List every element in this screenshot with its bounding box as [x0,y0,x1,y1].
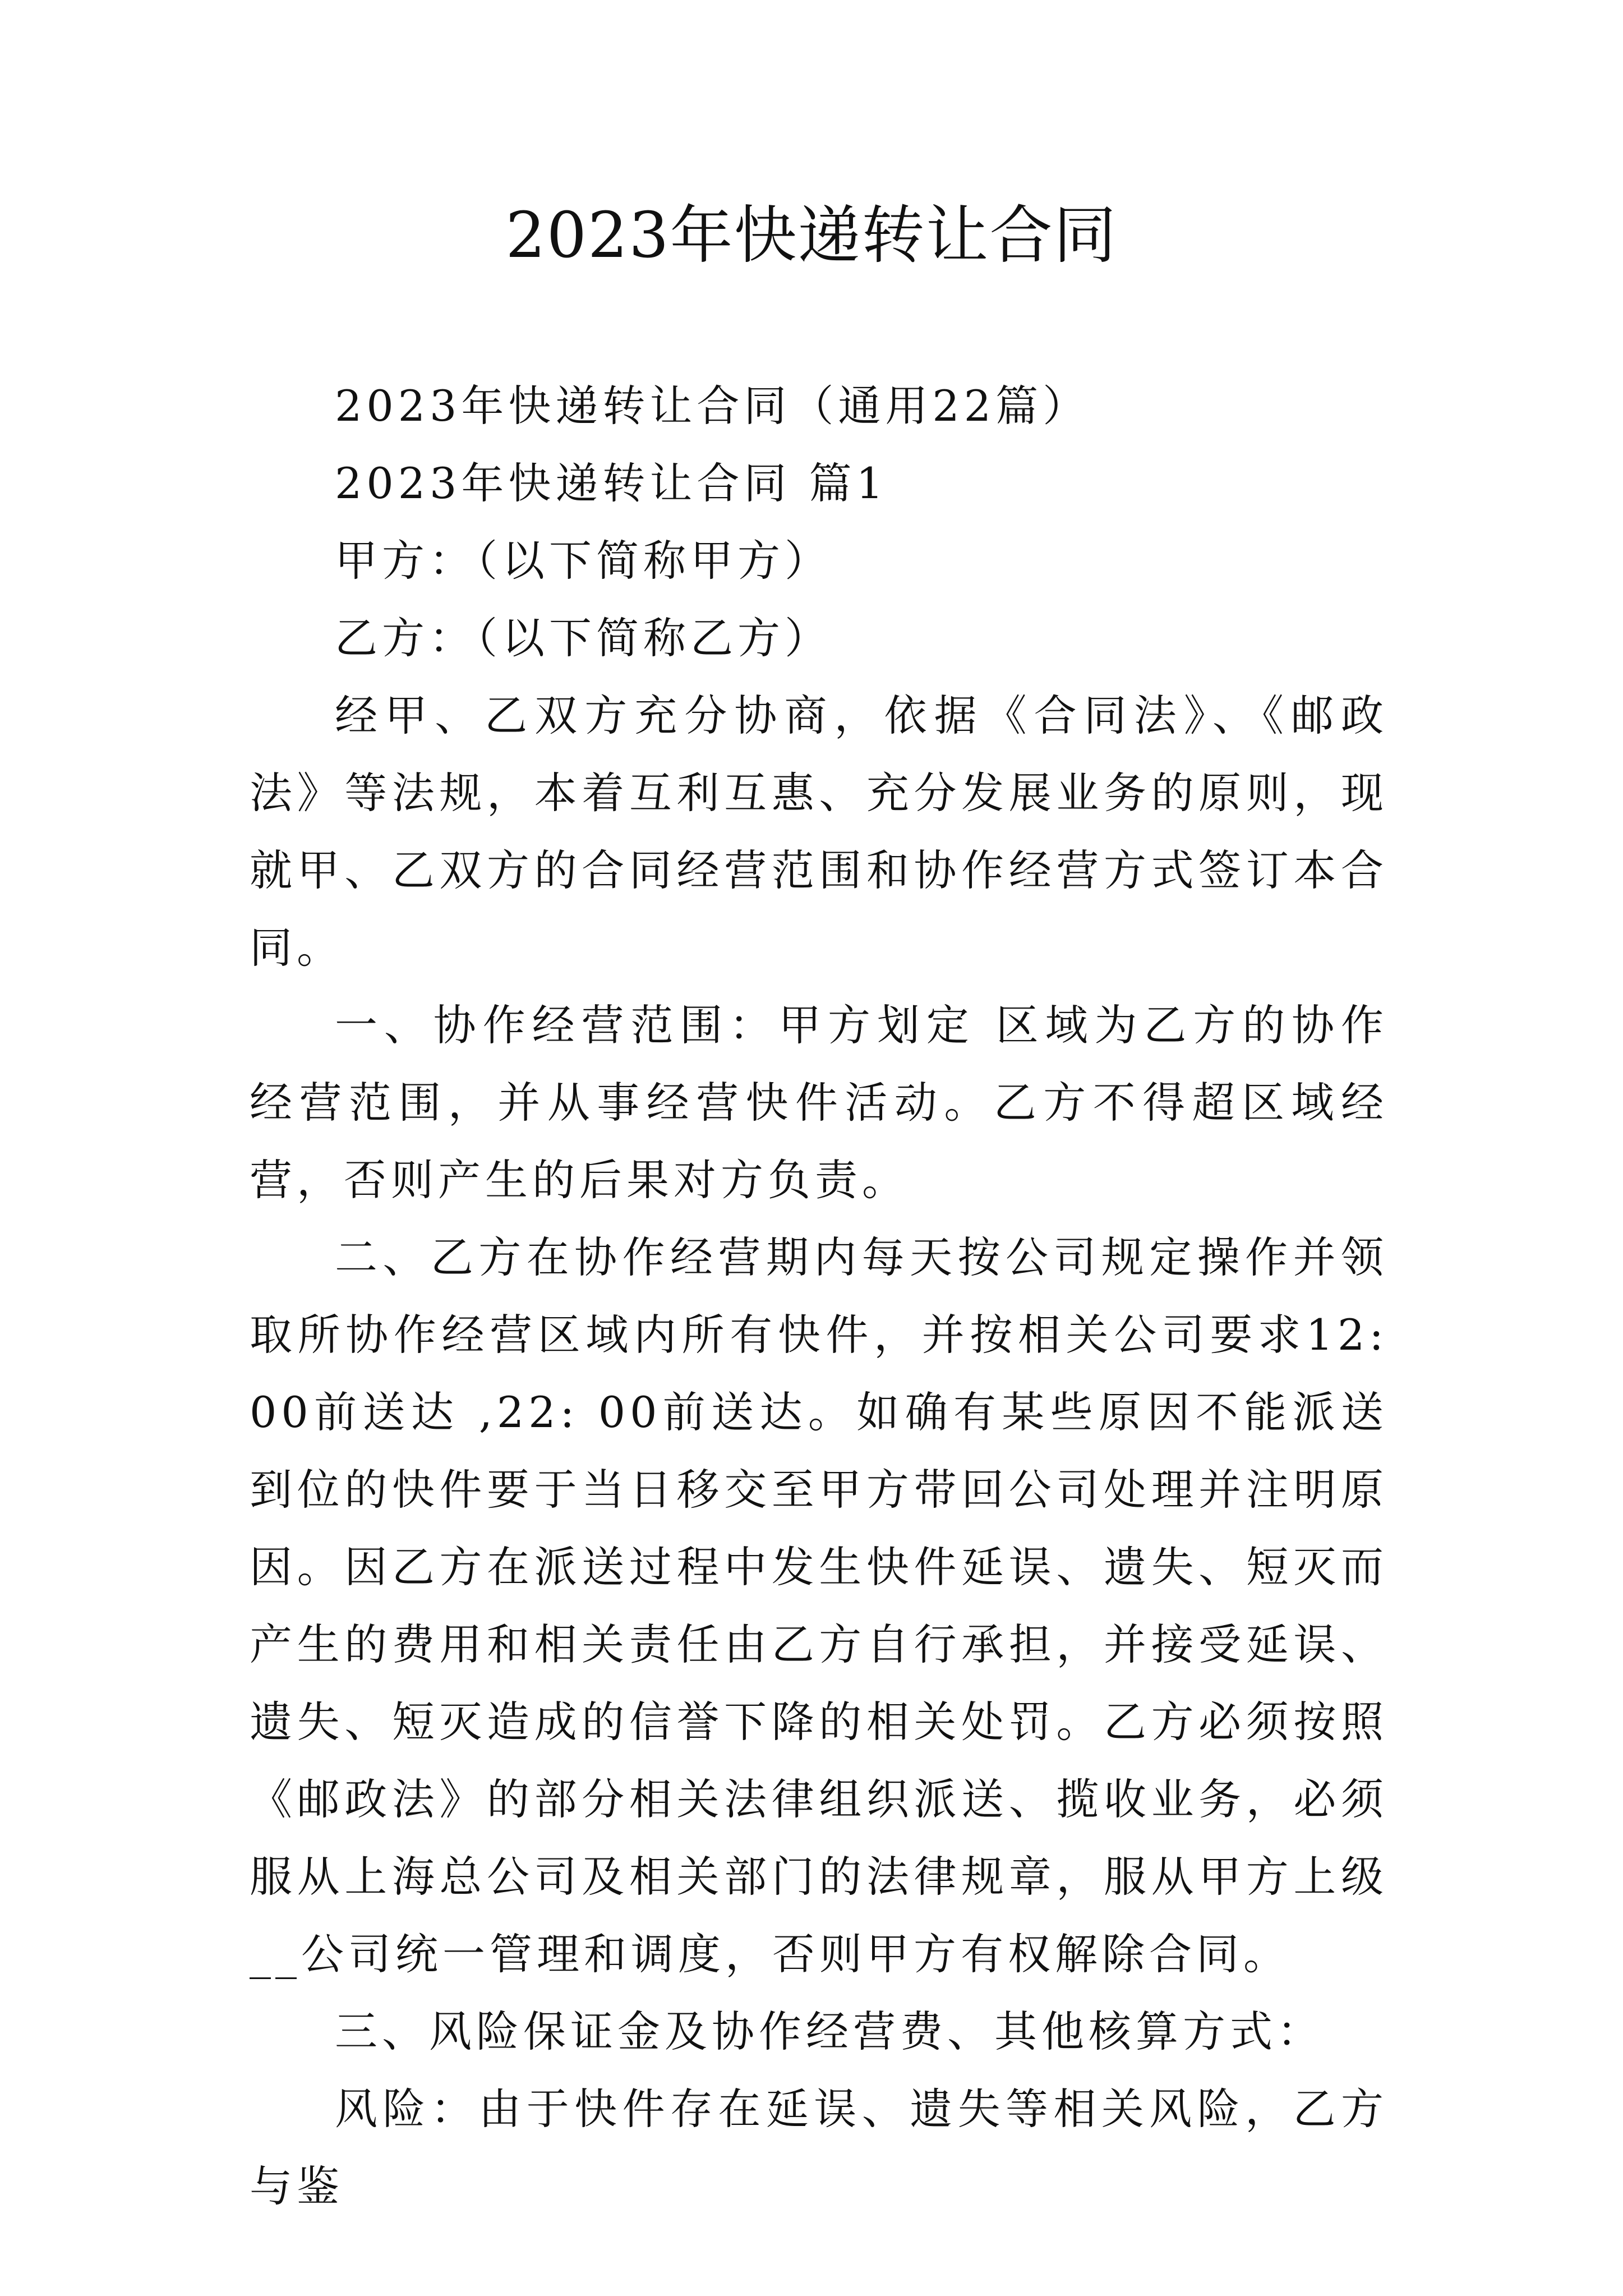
paragraph-section-heading: 2023年快递转让合同 篇1 [335,458,888,508]
document-body [250,367,1388,2225]
paragraph-preamble: 经甲、乙双方充分协商，依据《合同法》、《邮政法》等法规，本着互利互惠、充分发展业务的原则，现就甲、乙双方的合同经营范围和协作经营方式签订本合同。 [250,691,1388,973]
document-title: 2023年快递转让合同 [505,199,1118,272]
paragraph-risk: 风险：由于快件存在延误、遗失等相关风险，乙方与鉴 [250,2084,1388,2211]
paragraph-clause-1: 一、协作经营范围：甲方划定 区域为乙方的协作经营范围，并从事经营快件活动。乙方不得超区域经营，否则产生的后果对方负责。 [250,1000,1388,1205]
paragraph-clause-3: 三、风险保证金及协作经营费、其他核算方式： [335,2007,1324,2056]
paragraph-party-a: 甲方：（以下简称甲方） [335,536,832,586]
paragraph-party-b: 乙方：（以下简称乙方） [335,613,832,663]
paragraph-clause-2: 二、乙方在协作经营期内每天按公司规定操作并领取所协作经营区域内所有快件，并按相关公司要求12:00前送达 ,22: 00前送达。如确有某些原因不能派送到位的快件要于当日移交至甲方带回公司处理并注明原因。因乙方在派送过程中发生快件延误、遗失、短灭而产生的费用和相关责任由乙方自行承担，并接受延误、遗失、短灭造成的信誉下降的相关处罚。乙方必须按照《邮政法》的部分相关法律组织派送、揽收业务，必须服从上海总公司及相关部门的法律规章，服从甲方上级__公司统一管理和调度，否则甲方有权解除合同。 [250,1232,1388,1979]
paragraph-subtitle: 2023年快递转让合同（通用22篇） [335,381,1090,431]
